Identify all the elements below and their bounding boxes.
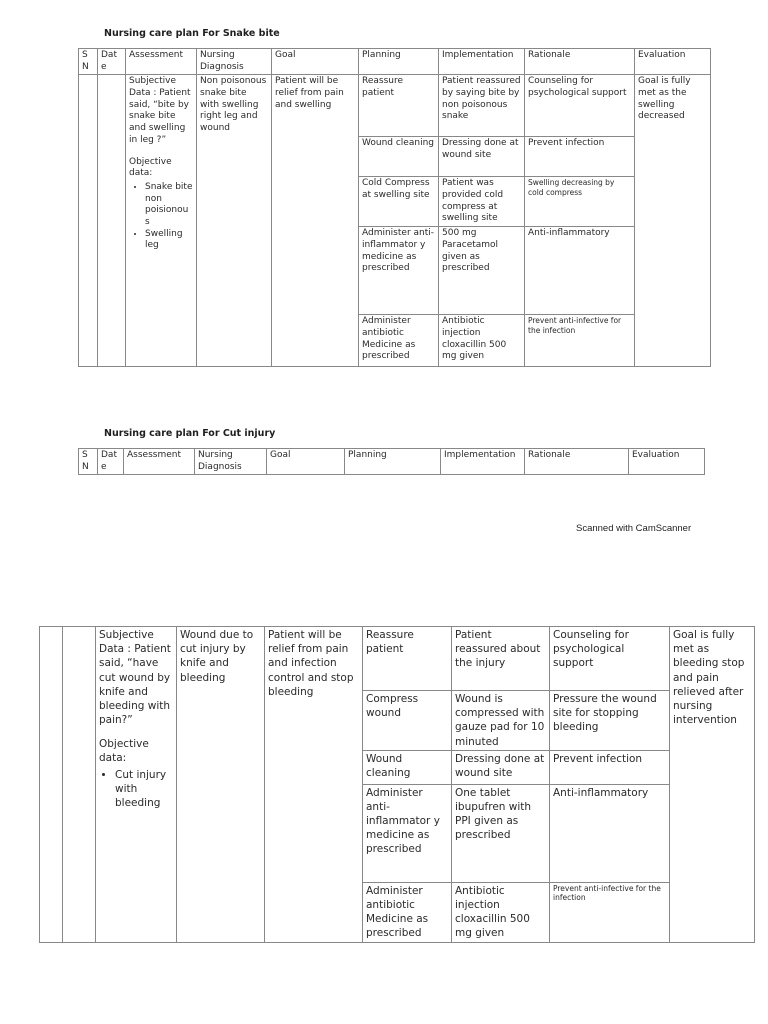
rationale-cell: Anti-inflammatory: [525, 227, 635, 315]
implementation-cell: Patient was provided cold compress at swelling site: [439, 177, 525, 227]
header-evaluation: Evaluation: [629, 449, 705, 475]
header-planning: Planning: [359, 49, 439, 75]
planning-cell: Administer antibiotic Medicine as prescribed: [363, 882, 452, 942]
sn-cell: [40, 627, 63, 943]
implementation-cell: One tablet ibupufren with PPI given as prescribed: [452, 784, 550, 882]
assessment-cell: [126, 75, 197, 367]
objective-list: [129, 182, 193, 252]
evaluation-cell: Goal is fully met as the swelling decreased: [635, 75, 711, 367]
rationale-cell: Counseling for psychological support: [525, 75, 635, 137]
header-goal: Goal: [272, 49, 359, 75]
planning-cell: Cold Compress at swelling site: [359, 177, 439, 227]
header-rationale: Rationale: [525, 449, 629, 475]
plan2-body-table: [39, 626, 755, 943]
plan2-header-table: [78, 448, 705, 475]
sn-cell: [79, 75, 98, 367]
assessment-cell: [96, 627, 177, 943]
planning-cell: Wound cleaning: [363, 750, 452, 784]
planning-cell: Administer anti-inflammator y medicine as prescribed: [363, 784, 452, 882]
planning-cell: Wound cleaning: [359, 137, 439, 177]
planning-cell: Compress wound: [363, 691, 452, 751]
list-item: • Swelling leg: [145, 229, 193, 252]
header-planning: Planning: [345, 449, 441, 475]
table-row: [40, 627, 755, 691]
date-cell: [98, 75, 126, 367]
plan1-header-row: [79, 49, 711, 75]
plan2-header-row: [79, 449, 705, 475]
header-sn: S N: [79, 49, 98, 75]
implementation-cell: Antibiotic injection cloxacillin 500 mg given: [439, 315, 525, 367]
header-date: Dat e: [98, 49, 126, 75]
header-evaluation: Evaluation: [635, 49, 711, 75]
rationale-cell: Prevent anti-infective for the infection: [550, 882, 670, 942]
evaluation-cell: Goal is fully met as bleeding stop and pain relieved after nursing intervention: [670, 627, 755, 943]
implementation-cell: Patient reassured about the injury: [452, 627, 550, 691]
goal-cell: Patient will be relief from pain and infection control and stop bleeding: [265, 627, 363, 943]
rationale-cell: Swelling decreasing by cold compress: [525, 177, 635, 227]
implementation-cell: Dressing done at wound site: [439, 137, 525, 177]
header-date: Dat e: [98, 449, 124, 475]
camscanner-watermark: Scanned with CamScanner: [576, 523, 692, 534]
rationale-cell: Prevent infection: [525, 137, 635, 177]
header-rationale: Rationale: [525, 49, 635, 75]
implementation-cell: Patient reassured by saying bite by non poisonous snake: [439, 75, 525, 137]
header-sn: S N: [79, 449, 98, 475]
objective-label: Objective data:: [129, 156, 172, 179]
header-diagnosis: Nursing Diagnosis: [197, 49, 272, 75]
list-item: • Snake bite non poisionou s: [145, 182, 193, 229]
rationale-cell: Counseling for psychological support: [550, 627, 670, 691]
table-row: [79, 75, 711, 137]
rationale-cell: Prevent infection: [550, 750, 670, 784]
diagnosis-cell: Wound due to cut injury by knife and bleeding: [177, 627, 265, 943]
planning-cell: Administer anti-inflammator y medicine as prescribed: [359, 227, 439, 315]
diagnosis-cell: Non poisonous snake bite with swelling right leg and wound: [197, 75, 272, 367]
header-diagnosis: Nursing Diagnosis: [195, 449, 267, 475]
header-assessment: Assessment: [124, 449, 195, 475]
plan1-title: Nursing care plan For Snake bite: [104, 28, 280, 39]
implementation-cell: 500 mg Paracetamol given as prescribed: [439, 227, 525, 315]
implementation-cell: Antibiotic injection cloxacillin 500 mg given: [452, 882, 550, 942]
plan1-table: [78, 48, 711, 367]
objective-list: [99, 768, 173, 811]
planning-cell: Administer antibiotic Medicine as prescribed: [359, 315, 439, 367]
subjective-data: Subjective Data : Patient said, “bite by snake bite and swelling in leg ?”: [129, 76, 191, 145]
subjective-data: Subjective Data : Patient said, “have cut wound by knife and bleeding with pain?”: [99, 629, 171, 727]
objective-label: Objective data:: [99, 738, 149, 765]
header-implementation: Implementation: [441, 449, 525, 475]
planning-cell: Reassure patient: [359, 75, 439, 137]
list-item: • Cut injury with bleeding: [115, 768, 173, 811]
rationale-cell: Anti-inflammatory: [550, 784, 670, 882]
rationale-cell: Prevent anti-infective for the infection: [525, 315, 635, 367]
rationale-cell: Pressure the wound site for stopping bleeding: [550, 691, 670, 751]
header-assessment: Assessment: [126, 49, 197, 75]
header-goal: Goal: [267, 449, 345, 475]
goal-cell: Patient will be relief from pain and swelling: [272, 75, 359, 367]
implementation-cell: Dressing done at wound site: [452, 750, 550, 784]
implementation-cell: Wound is compressed with gauze pad for 10 minuted: [452, 691, 550, 751]
planning-cell: Reassure patient: [363, 627, 452, 691]
header-implementation: Implementation: [439, 49, 525, 75]
date-cell: [63, 627, 96, 943]
plan2-title: Nursing care plan For Cut injury: [104, 428, 276, 439]
